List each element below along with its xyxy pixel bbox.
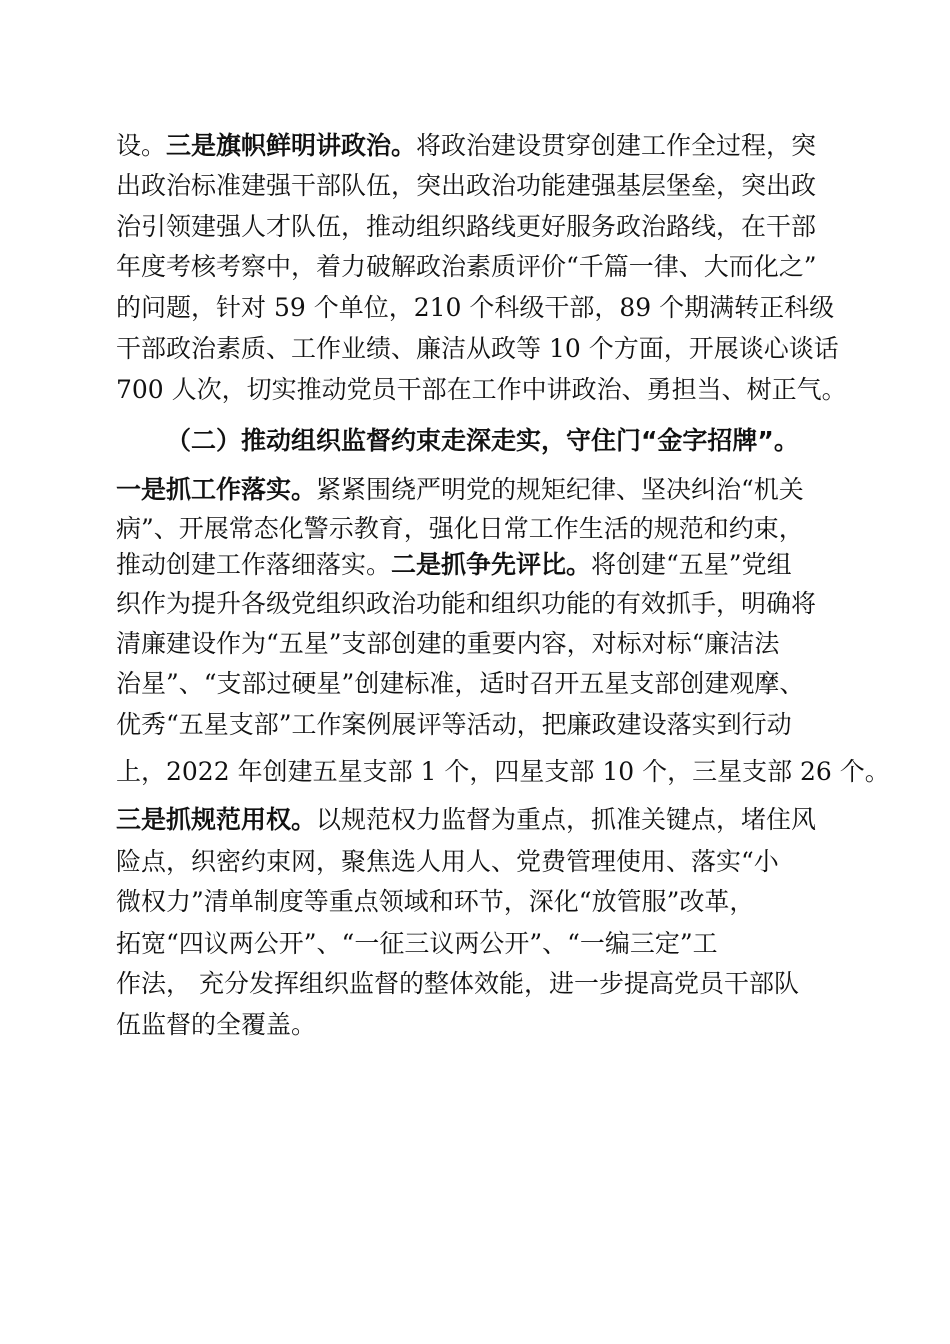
text-line: 作法， 充分发挥组织监督的整体效能，进一步提高党员干部队 [116, 969, 799, 998]
text-line: 微权力”清单制度等重点领域和环节，深化“放管服”改革， [116, 887, 755, 916]
text-line: 700 人次，切实推动党员干部在工作中讲政治、勇担当、树正气。 [116, 375, 847, 404]
text-line: 的问题，针对 59 个单位，210 个科级干部，89 个期满转正科级 [116, 293, 835, 322]
text-line: 织作为提升各级党组织政治功能和组织功能的有效抓手，明确将 [116, 589, 817, 618]
text-line: 年度考核考察中，着力破解政治素质评价“千篇一律、大而化之” [116, 252, 817, 281]
text-line: 险点，织密约束网，聚焦选人用人、党费管理使用、落实“小 [116, 847, 779, 876]
text-line: 清廉建设作为“五星”支部创建的重要内容，对标对标“廉洁法 [116, 629, 780, 658]
text-line: 伍监督的全覆盖。 [116, 1010, 317, 1039]
text-line: 病”、开展常态化警示教育，强化日常工作生活的规范和约束， [116, 514, 804, 543]
text-line [116, 475, 804, 505]
text-run: 推动创建工作落细落实。 [116, 550, 392, 579]
bold-lead-phrase: 三是旗帜鲜明讲政治。 [166, 131, 417, 160]
text-run: 将政治建设贯穿创建工作全过程，突 [416, 131, 817, 160]
bold-lead-phrase: 二是抓争先评比。 [391, 550, 592, 579]
bold-lead-phrase: 三是抓规范用权。 [116, 805, 317, 834]
bold-lead-phrase: 一是抓工作落实。 [116, 475, 317, 504]
text-run: 以规范权力监督为重点，抓准关键点，堵住风 [316, 805, 817, 834]
text-line [116, 805, 816, 835]
text-line: 出政治标准建强干部队伍，突出政治功能建强基层堡垒，突出政 [116, 171, 817, 200]
text-line: 拓宽“四议两公开”、“一征三议两公开”、“一编三定”工 [116, 929, 718, 958]
text-line: 优秀“五星支部”工作案例展评等活动，把廉政建设落实到行动 [116, 710, 792, 739]
text-run: 紧紧围绕严明党的规矩纪律、坚决纠治“机关 [316, 475, 804, 504]
text-line [116, 131, 816, 161]
text-line: 治星”、“支部过硬星”创建标准，适时召开五星支部创建观摩、 [116, 669, 805, 698]
text-line [116, 550, 792, 580]
text-line: 治引领建强人才队伍，推动组织路线更好服务政治路线，在干部 [116, 212, 817, 241]
text-run: 设。 [116, 131, 167, 160]
text-line: 上，2022 年创建五星支部 1 个，四星支部 10 个，三星支部 26 个。 [116, 757, 890, 786]
text-run: 将创建“五星”党组 [591, 550, 792, 579]
section-heading: （二）推动组织监督约束走深走实，守住门“金字招牌”。 [166, 426, 799, 455]
text-line: 干部政治素质、工作业绩、廉洁从政等 10 个方面，开展谈心谈话 [116, 334, 839, 363]
